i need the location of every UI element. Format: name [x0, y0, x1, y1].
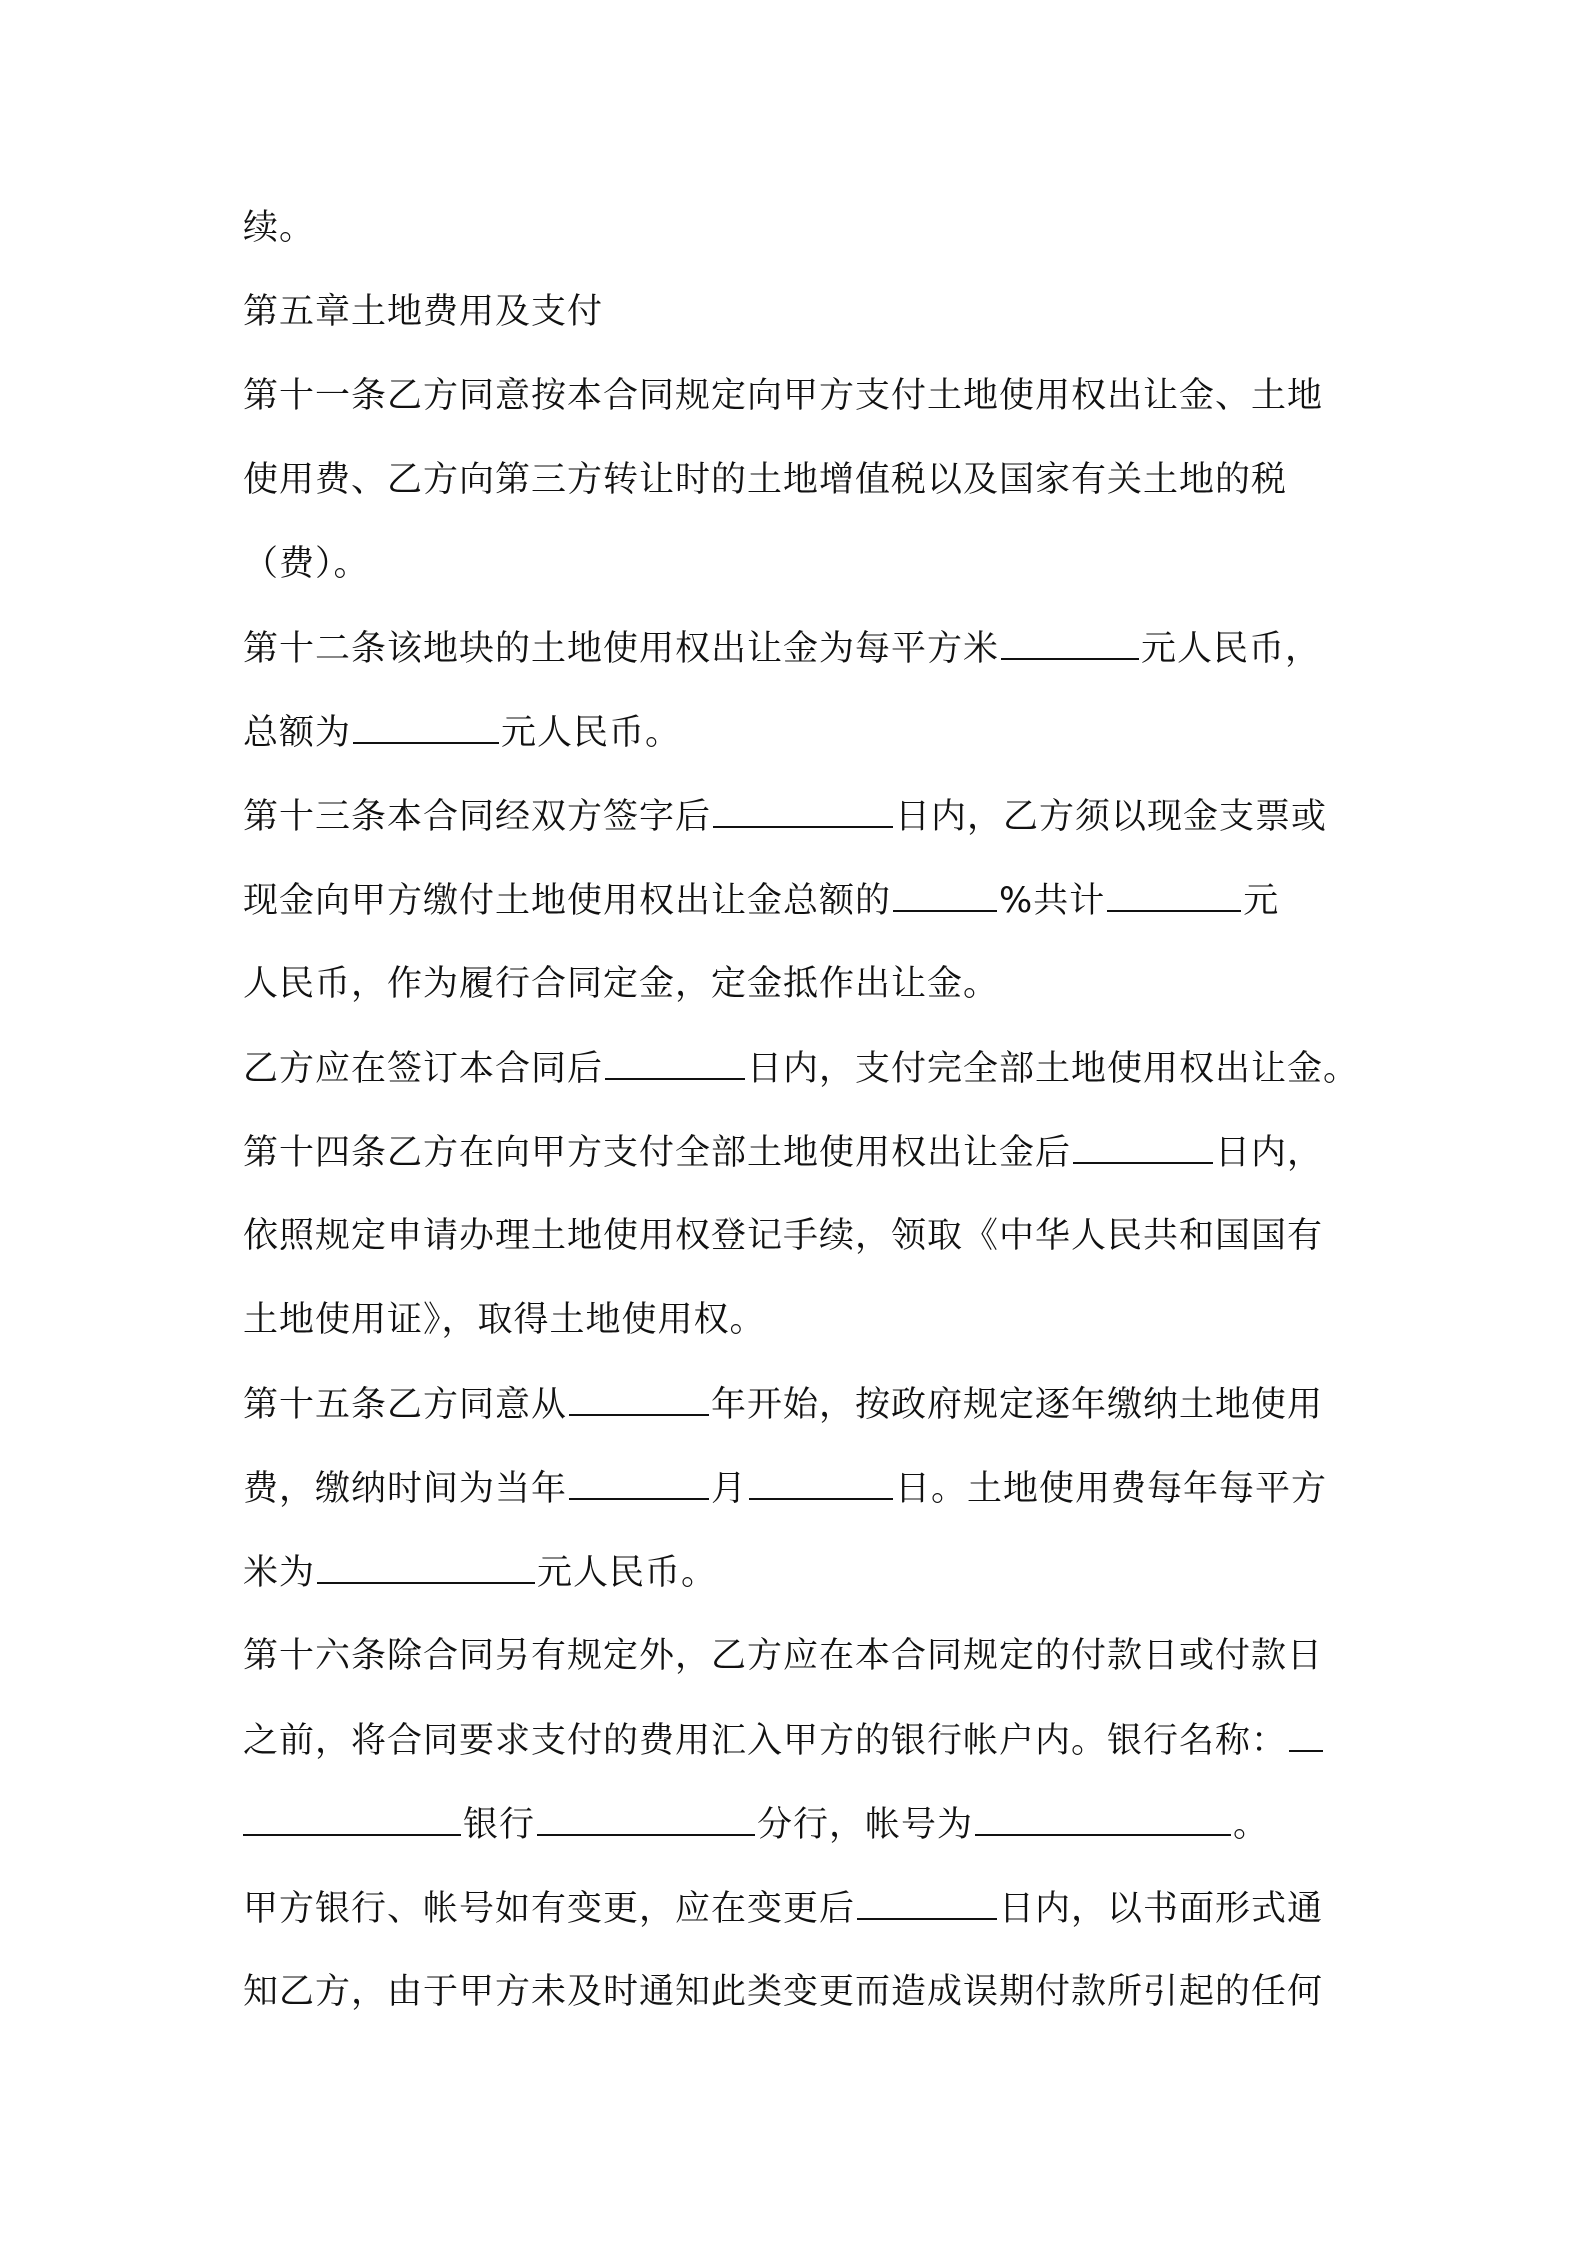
text-line [243, 964, 999, 1004]
text-line [243, 712, 681, 752]
text-segment: 第十一条乙方同意按本合同规定向甲方支付土地使用权出让金、土地 [243, 376, 1324, 416]
text-segment: 元人民币。 [537, 1553, 718, 1593]
text-segment: （费）。 [243, 544, 370, 584]
fill-in-blank [749, 1468, 893, 1500]
text-segment: 第十二条该地块的土地使用权出让金为每平方米 [243, 629, 1000, 669]
fill-in-blank [1073, 1132, 1213, 1164]
fill-in-blank [1107, 880, 1241, 912]
text-segment: 第十六条除合同另有规定外，乙方应在本合同规定的付款日或付款日 [243, 1636, 1324, 1676]
text-segment: 。 [1233, 1805, 1270, 1845]
text-segment: 元 [1243, 881, 1280, 921]
text-segment: 日内，乙方须以现金支票或 [895, 797, 1328, 837]
text-line [243, 460, 1287, 500]
fill-in-blank [605, 1048, 745, 1080]
fill-in-blank [317, 1552, 535, 1584]
text-segment: 年开始，按政府规定逐年缴纳土地使用 [711, 1385, 1324, 1425]
text-line [243, 628, 1321, 668]
fill-in-blank [1001, 628, 1139, 660]
text-segment: 总额为 [243, 713, 352, 753]
text-segment: 土地使用证》，取得土地使用权。 [243, 1300, 766, 1340]
text-line [243, 544, 370, 584]
text-line [243, 1972, 1323, 2012]
text-segment: 元人民币。 [501, 713, 682, 753]
text-segment: 知乙方，由于甲方未及时通知此类变更而造成误期付款所引起的任何 [243, 1972, 1324, 2012]
text-segment: 现金向甲方缴付土地使用权出让金总额的 [243, 881, 892, 921]
fill-in-blank [713, 796, 893, 828]
fill-in-blank [893, 880, 997, 912]
text-segment: 日内，以书面形式通 [999, 1889, 1324, 1929]
text-segment: %共计 [999, 881, 1106, 921]
text-segment: 人民币，作为履行合同定金，定金抵作出让金。 [243, 964, 1000, 1004]
chapter-heading [243, 292, 603, 332]
text-line [243, 1048, 1359, 1088]
text-segment: 甲方银行、帐号如有变更，应在变更后 [243, 1889, 856, 1929]
heading-text: 第五章土地费用及支付 [243, 292, 604, 332]
fill-in-blank [243, 1804, 461, 1836]
text-segment: 日内， [1215, 1133, 1324, 1173]
text-line [243, 880, 1279, 920]
text-line [243, 1720, 1325, 1760]
text-line [243, 1384, 1323, 1424]
text-line [243, 796, 1327, 836]
text-segment: 依照规定申请办理土地使用权登记手续，领取《中华人民共和国国有 [243, 1216, 1324, 1256]
text-line [243, 1468, 1327, 1508]
text-segment: 第十三条本合同经双方签字后 [243, 797, 712, 837]
text-segment: 第十四条乙方在向甲方支付全部土地使用权出让金后 [243, 1133, 1072, 1173]
text-line-continuation [243, 208, 315, 248]
text-line [243, 1216, 1323, 1256]
text-line [243, 1636, 1323, 1676]
text-segment: 日。土地使用费每年每平方 [895, 1469, 1328, 1509]
fill-in-blank [569, 1468, 709, 1500]
text-segment: 银行 [463, 1805, 536, 1845]
fill-in-blank [537, 1804, 755, 1836]
text-segment: 续。 [243, 208, 316, 248]
text-segment: 元人民币， [1141, 629, 1322, 669]
text-segment: 米为 [243, 1553, 316, 1593]
text-line [243, 1132, 1323, 1172]
text-segment: 分行，帐号为 [757, 1805, 974, 1845]
text-segment: 乙方应在签订本合同后 [243, 1049, 604, 1089]
fill-in-blank [975, 1804, 1231, 1836]
text-segment: 使用费、乙方向第三方转让时的土地增值税以及国家有关土地的税 [243, 460, 1288, 500]
fill-in-blank [569, 1384, 709, 1416]
text-line [243, 1300, 766, 1340]
text-segment: 第十五条乙方同意从 [243, 1385, 568, 1425]
fill-in-blank [353, 712, 499, 744]
text-segment: 月 [711, 1469, 748, 1509]
text-line [243, 1804, 1269, 1844]
text-line [243, 1888, 1323, 1928]
text-line [243, 376, 1323, 416]
text-segment: 日内，支付完全部土地使用权出让金。 [747, 1049, 1360, 1089]
fill-in-blank [1289, 1720, 1323, 1752]
fill-in-blank [857, 1888, 997, 1920]
text-segment: 费，缴纳时间为当年 [243, 1469, 568, 1509]
text-segment: 之前，将合同要求支付的费用汇入甲方的银行帐户内。银行名称： [243, 1721, 1288, 1761]
text-line [243, 1552, 717, 1592]
